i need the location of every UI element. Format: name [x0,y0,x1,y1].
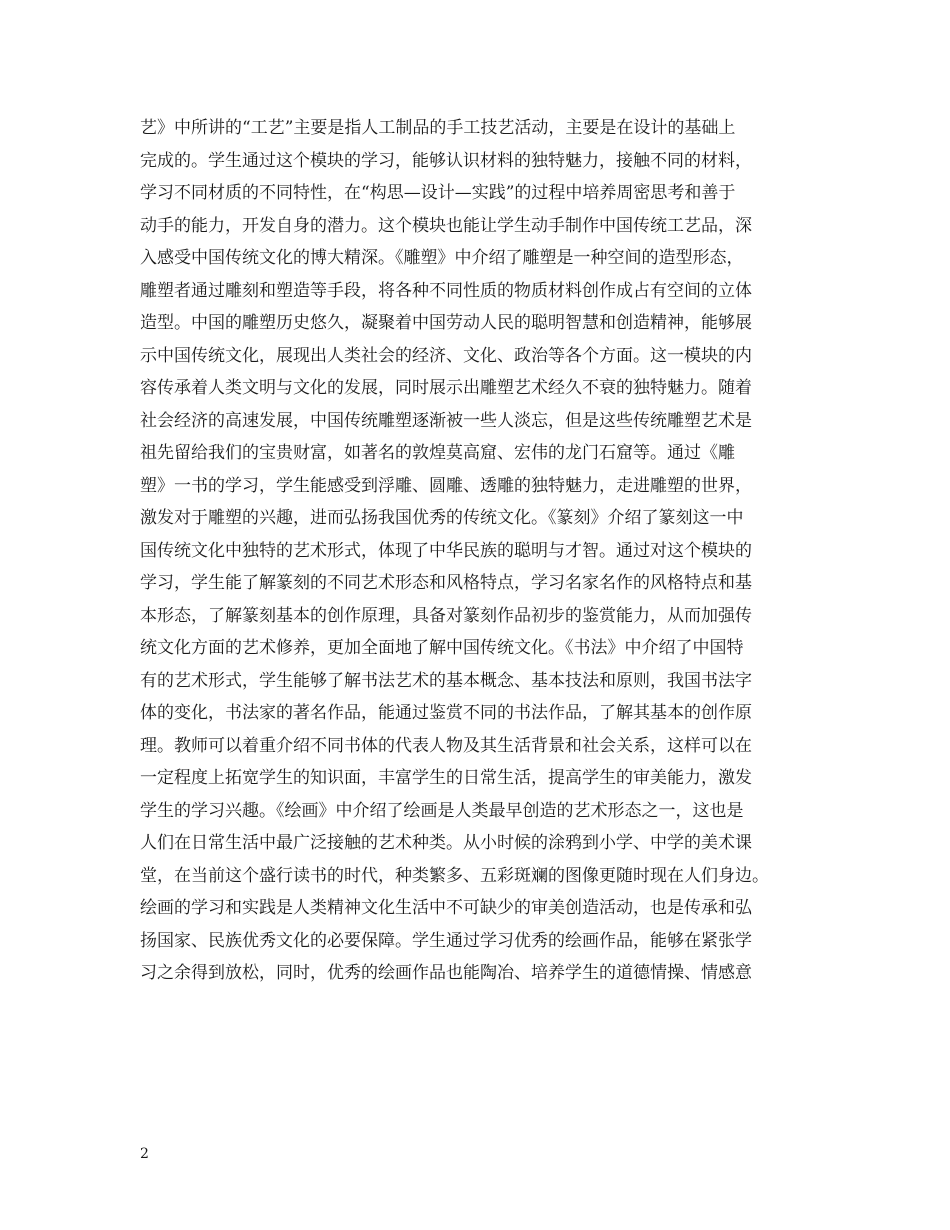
text-line: 入感受中国传统文化的博大精深。《雕塑》中介绍了雕塑是一种空间的造型形态， [140,248,744,268]
text-line: 学习，学生能了解篆刻的不同艺术形态和风格特点，学习名家名作的风格特点和基 [140,573,752,593]
text-line: 习之余得到放松，同时，优秀的绘画作品也能陶冶、培养学生的道德情操、情感意 [140,963,752,983]
text-line: 雕塑者通过雕刻和塑造等手段，将各种不同性质的物质材料创作成占有空间的立体 [140,280,752,301]
text-line: 塑》一书的学习，学生能感受到浮雕、圆雕、透雕的独特魅力，走进雕塑的世界， [140,475,752,496]
text-line: 造型。中国的雕塑历史悠久，凝聚着中国劳动人民的聪明智慧和创造精神，能够展 [140,313,752,333]
text-line: 本形态，了解篆刻基本的创作原理，具备对篆刻作品初步的鉴赏能力，从而加强传 [140,605,752,626]
text-line: 理。教师可以着重介绍不同书体的代表人物及其生活背景和社会关系，这样可以在 [140,735,752,756]
text-line: 祖先留给我们的宝贵财富，如著名的敦煌莫高窟、宏伟的龙门石窟等。通过《雕 [140,443,735,463]
text-line: 堂，在当前这个盛行读书的时代，种类繁多、五彩斑斓的图像更随时现在人们身边。 [140,865,769,886]
text-line: 一定程度上拓宽学生的知识面，丰富学生的日常生活，提高学生的审美能力，激发 [140,768,752,788]
text-line: 绘画的学习和实践是人类精神文化生活中不可缺少的审美创造活动，也是传承和弘 [140,898,752,918]
page-number: 2 [140,1146,149,1162]
text-line: 学习不同材质的不同特性，在“构思—设计—实践”的过程中培养周密思考和善于 [140,183,736,203]
text-line: 艺》中所讲的“工艺”主要是指人工制品的手工技艺活动，主要是在设计的基础上 [140,118,736,138]
text-line: 扬国家、民族优秀文化的必要保障。学生通过学习优秀的绘画作品，能够在紧张学 [140,930,752,951]
text-line: 统文化方面的艺术修养，更加全面地了解中国传统文化。《书法》中介绍了中国特 [140,638,744,658]
text-line: 激发对于雕塑的兴趣，进而弘扬我国优秀的传统文化。《篆刻》介绍了篆刻这一中 [140,508,744,528]
text-line: 体的变化，书法家的著名作品，能通过鉴赏不同的书法作品，了解其基本的创作原 [140,703,752,723]
text-line: 有的艺术形式，学生能够了解书法艺术的基本概念、基本技法和原则，我国书法字 [140,670,752,691]
text-line: 示中国传统文化，展现出人类社会的经济、文化、政治等各个方面。这一模块的内 [140,345,752,366]
text-line: 动手的能力，开发自身的潜力。这个模块也能让学生动手制作中国传统工艺品，深 [140,215,752,236]
text-line: 社会经济的高速发展，中国传统雕塑逐渐被一些人淡忘，但是这些传统雕塑艺术是 [140,410,752,431]
text-line: 人们在日常生活中最广泛接触的艺术种类。从小时候的涂鸦到小学、中学的美术课 [140,833,752,853]
text-line: 国传统文化中独特的艺术形式，体现了中华民族的聪明与才智。通过对这个模块的 [140,540,752,561]
text-line: 学生的学习兴趣。《绘画》中介绍了绘画是人类最早创造的艺术形态之一，这也是 [140,800,744,821]
text-line: 完成的。学生通过这个模块的学习，能够认识材料的独特魅力，接触不同的材料， [140,150,752,171]
text-line: 容传承着人类文明与文化的发展，同时展示出雕塑艺术经久不衰的独特魅力。随着 [140,378,752,398]
body-text [140,112,830,990]
